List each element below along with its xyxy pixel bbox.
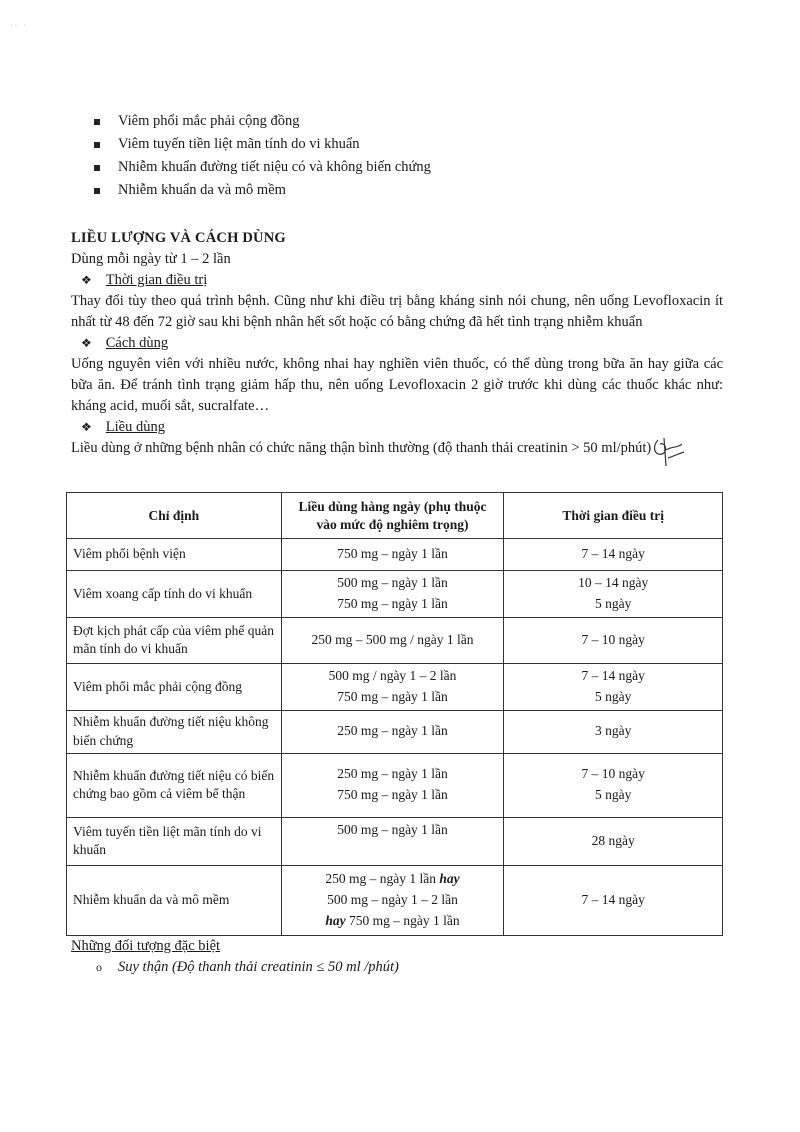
duration-text: Thay đổi tùy theo quá trình bệnh. Cũng như khi điều trị bằng kháng sinh nói chung, nên uống Levofloxacin ít nhất từ 48 đến 72 giờ sau khi bệnh nhân hết sốt hoặc có bằng chứng đã hết tình trạng nhiễm khuẩn	[71, 293, 723, 331]
list-item: Viêm tuyến tiền liệt mãn tính do vi khuẩn	[92, 133, 431, 156]
square-bullet-icon	[94, 188, 100, 194]
square-bullet-icon	[94, 165, 100, 171]
dosage-section	[71, 228, 723, 459]
list-item: Nhiễm khuẩn đường tiết niệu có và không biến chứng	[92, 156, 431, 179]
diamond-bullet-icon: ❖	[81, 272, 92, 287]
frequency-text: Dùng mỗi ngày từ 1 – 2 lần	[71, 251, 231, 268]
list-item: Viêm phổi mắc phải cộng đồng	[92, 110, 431, 133]
square-bullet-icon	[94, 142, 100, 148]
table-row: Viêm tuyến tiền liệt mãn tính do vi khuẩn 500 mg – ngày 1 lần 28 ngày	[67, 817, 723, 865]
column-header: Thời gian điều trị	[504, 493, 723, 539]
dosage-table	[66, 492, 723, 936]
table-row: Đợt kịch phát cấp của viêm phế quản mãn tính do vi khuẩn 250 mg – 500 mg / ngày 1 lần 7 – 10 ngày	[67, 617, 723, 663]
section-heading: LIỀU LƯỢNG VÀ CÁCH DÙNG	[71, 230, 286, 246]
list-item: Nhiễm khuẩn da và mô mềm	[92, 179, 431, 202]
usage-subheading: ❖ Cách dùng	[81, 335, 169, 352]
renal-item: o Suy thận (Độ thanh thải creatinin ≤ 50 ml /phút)	[96, 959, 399, 975]
table-row: Nhiễm khuẩn đường tiết niệu có biến chứng bao gồm cả viêm bể thận 250 mg – ngày 1 lần 750 mg – ngày 1 lần 7 – 10 ngày 5 ngày	[67, 753, 723, 817]
column-header: Liều dùng hàng ngày (phụ thuộc vào mức độ nghiêm trọng)	[281, 493, 504, 539]
table-header-row	[67, 493, 723, 539]
dose-subheading: ❖ Liều dùng	[81, 419, 165, 436]
scan-specks: · · ·	[10, 21, 26, 30]
column-header: Chỉ định	[67, 493, 282, 539]
signature-mark-icon	[648, 432, 688, 472]
table-row: Nhiễm khuẩn đường tiết niệu không biến chứng 250 mg – ngày 1 lần 3 ngày	[67, 710, 723, 753]
table-row: Viêm xoang cấp tính do vi khuẩn 500 mg – ngày 1 lần 750 mg – ngày 1 lần 10 – 14 ngày 5 ngày	[67, 571, 723, 618]
diamond-bullet-icon: ❖	[81, 419, 92, 434]
table-row: Viêm phổi bệnh viện 750 mg – ngày 1 lần 7 – 14 ngày	[67, 539, 723, 571]
circle-bullet-icon: o	[96, 959, 102, 974]
table-row: Viêm phổi mắc phải cộng đồng 500 mg / ngày 1 – 2 lần 750 mg – ngày 1 lần 7 – 14 ngày 5 ngày	[67, 663, 723, 710]
diamond-bullet-icon: ❖	[81, 335, 92, 350]
indications-list	[92, 110, 431, 202]
duration-subheading: ❖ Thời gian điều trị	[81, 272, 208, 289]
special-populations-heading: Những đối tượng đặc biệt	[71, 938, 221, 954]
dose-intro: Liều dùng ở những bệnh nhân có chức năng thận bình thường (độ thanh thải creatinin > 50 ml/phút)	[71, 440, 652, 457]
table-row: Nhiễm khuẩn da và mô mềm 250 mg – ngày 1 lần hay 500 mg – ngày 1 – 2 lần hay 750 mg – ngày 1 lần 7 – 14 ngày	[67, 865, 723, 935]
usage-text: Uống nguyên viên với nhiều nước, không nhai hay nghiền viên thuốc, có thể dùng trong bữa ăn hay giữa các bữa ăn. Để tránh tình trạng giảm hấp thu, nên uống Levofloxacin 2 giờ trước khi dùng các thuốc khác như: kháng acid, muối sắt, sucralfate…	[71, 356, 723, 415]
square-bullet-icon	[94, 119, 100, 125]
